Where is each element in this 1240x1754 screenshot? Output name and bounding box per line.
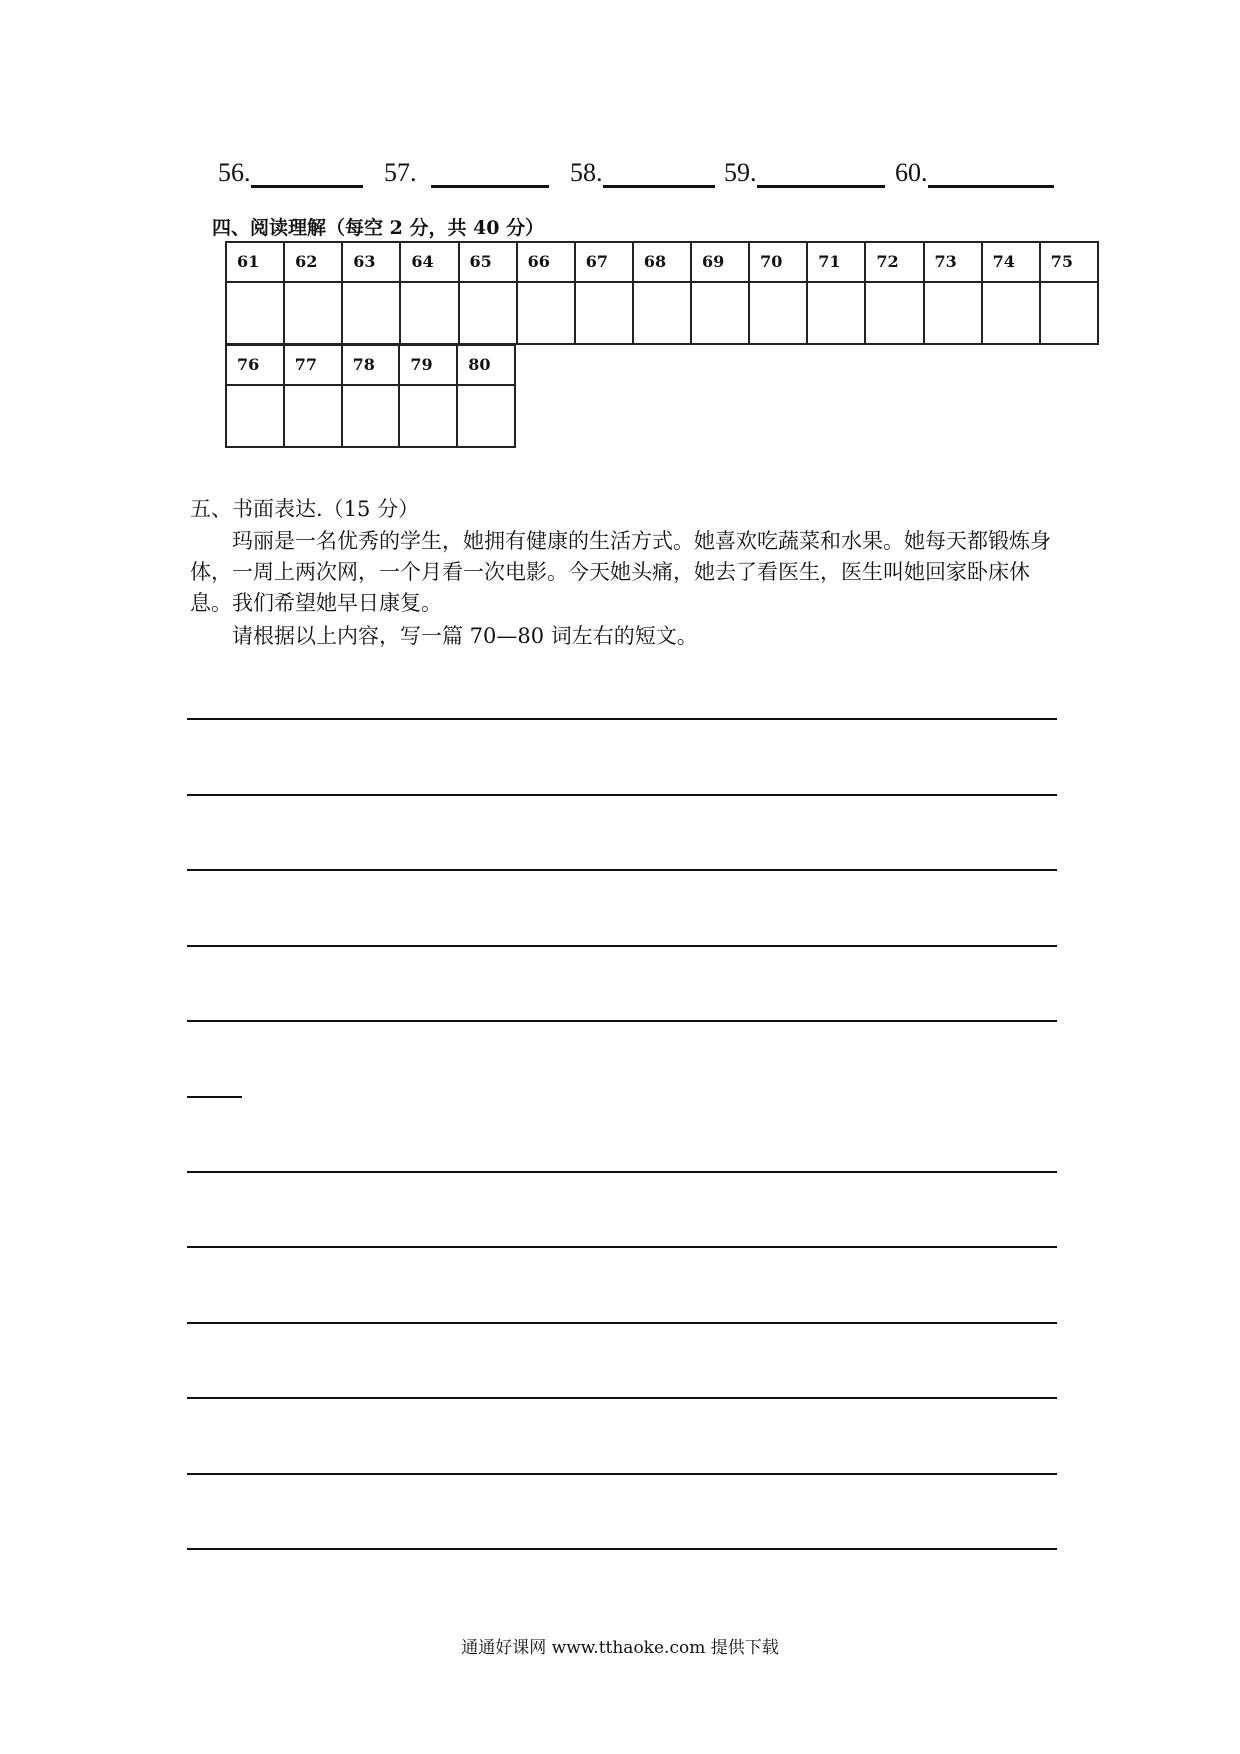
grid-number: 64: [400, 242, 458, 282]
answer-cell[interactable]: [459, 282, 517, 344]
writing-prompt: 玛丽是一名优秀的学生，她拥有健康的生活方式。她喜欢吃蔬菜和水果。她每天都锻炼身体，一周上两次网，一个月看一次电影。今天她头痛，她去了看医生，医生叫她回家卧床休息。我们希望她早日康复。: [190, 529, 1051, 615]
grid-number: 61: [226, 242, 284, 282]
writing-line[interactable]: [187, 1548, 1057, 1550]
grid-number: 76: [226, 345, 284, 385]
blank-57[interactable]: [384, 158, 549, 188]
grid-header-row: [226, 345, 515, 385]
answer-cell[interactable]: [400, 282, 458, 344]
answer-cell[interactable]: [924, 282, 982, 344]
answer-cell[interactable]: [342, 385, 400, 447]
answer-cell[interactable]: [749, 282, 807, 344]
short-writing-line[interactable]: [187, 1096, 242, 1098]
reading-section-title: 四、阅读理解（每空 2 分，共 40 分）: [212, 217, 545, 239]
grid-number: 73: [924, 242, 982, 282]
writing-line[interactable]: [187, 1171, 1057, 1173]
answer-cell[interactable]: [284, 282, 342, 344]
grid-number: 77: [284, 345, 342, 385]
answer-cell[interactable]: [1040, 282, 1098, 344]
answer-cell[interactable]: [633, 282, 691, 344]
writing-line[interactable]: [187, 1020, 1057, 1022]
blank-58[interactable]: [570, 158, 715, 188]
blank-60[interactable]: [895, 158, 1054, 188]
page-footer: 通通好课网 www.tthaoke.com 提供下载: [461, 1638, 779, 1658]
grid-number: 67: [575, 242, 633, 282]
blank-number: 59.: [724, 158, 757, 187]
grid-number: 68: [633, 242, 691, 282]
blank-number: 60.: [895, 158, 928, 187]
answer-cell[interactable]: [865, 282, 923, 344]
grid-number: 69: [691, 242, 749, 282]
grid-number: 71: [807, 242, 865, 282]
grid-number: 66: [517, 242, 575, 282]
grid-number: 78: [342, 345, 400, 385]
grid-number: 70: [749, 242, 807, 282]
grid-number: 74: [982, 242, 1040, 282]
answer-cell[interactable]: [517, 282, 575, 344]
answer-cell[interactable]: [342, 282, 400, 344]
writing-section-title: 五、书面表达.（15 分）: [190, 497, 420, 521]
grid-answer-row: [226, 385, 515, 447]
answer-cell[interactable]: [575, 282, 633, 344]
writing-line[interactable]: [187, 945, 1057, 947]
grid-answer-row: [226, 282, 1098, 344]
writing-line[interactable]: [187, 1322, 1057, 1324]
grid-number: 62: [284, 242, 342, 282]
grid-number: 80: [457, 345, 515, 385]
grid-number: 72: [865, 242, 923, 282]
answer-cell[interactable]: [226, 385, 284, 447]
answer-cell[interactable]: [982, 282, 1040, 344]
writing-line[interactable]: [187, 1397, 1057, 1399]
answer-cell[interactable]: [691, 282, 749, 344]
answer-cell[interactable]: [226, 282, 284, 344]
blank-number: 57.: [384, 158, 417, 187]
blank-59[interactable]: [724, 158, 885, 188]
answer-cell[interactable]: [399, 385, 457, 447]
writing-line[interactable]: [187, 1473, 1057, 1475]
grid-number: 75: [1040, 242, 1098, 282]
blank-number: 58.: [570, 158, 603, 187]
answer-grid-61-75: [225, 241, 1099, 345]
writing-line[interactable]: [187, 1246, 1057, 1248]
writing-line[interactable]: [187, 869, 1057, 871]
blank-number: 56.: [218, 158, 251, 187]
writing-instruction: 请根据以上内容，写一篇 70—80 词左右的短文。: [232, 624, 698, 648]
answer-grid-76-80: [225, 344, 516, 448]
writing-line[interactable]: [187, 794, 1057, 796]
answer-cell[interactable]: [807, 282, 865, 344]
answer-cell[interactable]: [284, 385, 342, 447]
grid-header-row: [226, 242, 1098, 282]
blank-56[interactable]: [218, 158, 363, 188]
answer-cell[interactable]: [457, 385, 515, 447]
answer-blanks-row: [218, 158, 1058, 194]
writing-line[interactable]: [187, 718, 1057, 720]
grid-number: 79: [399, 345, 457, 385]
grid-number: 65: [459, 242, 517, 282]
grid-number: 63: [342, 242, 400, 282]
